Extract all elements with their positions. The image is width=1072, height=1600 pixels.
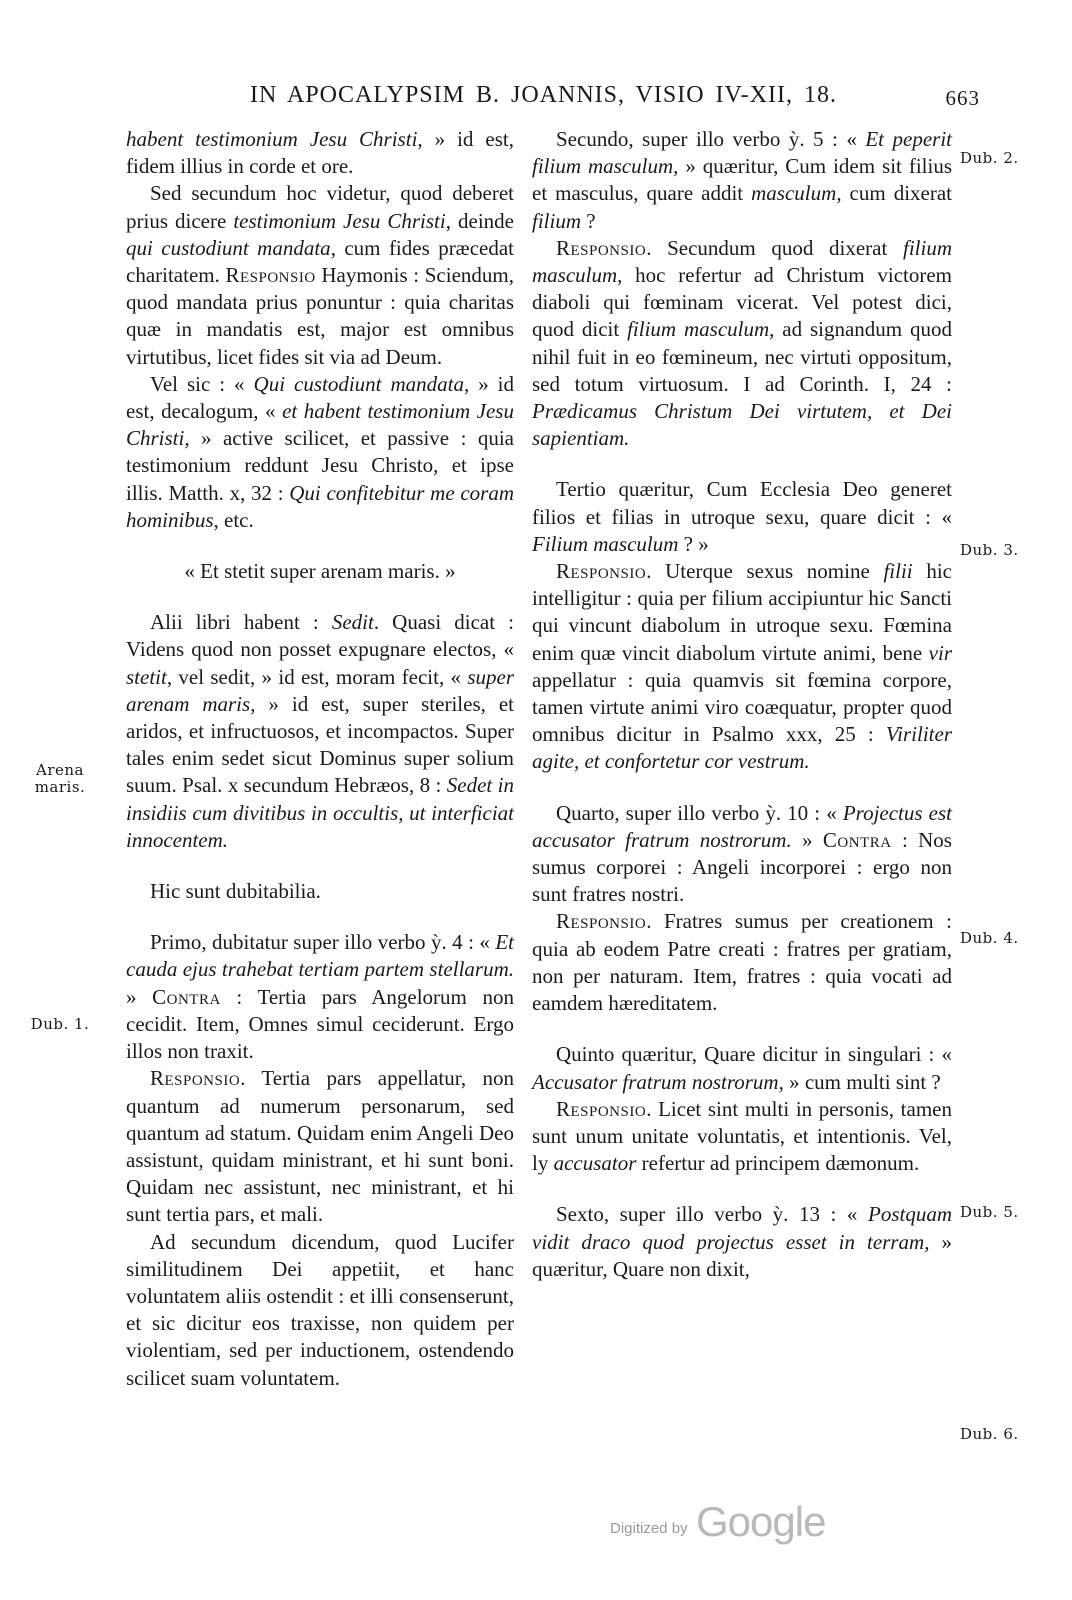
paragraph-gap — [532, 1017, 952, 1041]
paragraph: Alii libri habent : Sedit. Quasi dicat : Videns quod non posset expugnare electos, « stetit, vel sedit, » id est, moram fecit, « super arenam maris, » id est, super steriles, et aridos, et infructuosos, et incompactos. Super tales enim sedet sicut Dominus super solium suum. Psal. x secundum Hebræos, 8 : Sedet in insidiis cum divitibus in occultis, ut interficiat innocentem. — [126, 610, 515, 852]
margin-note-dub-1: Dub. 1. — [30, 1015, 90, 1033]
page-number: 663 — [945, 86, 980, 110]
running-header — [250, 82, 980, 116]
paragraph: Primo, dubitatur super illo verbo ỳ. 4 : « Et cauda ejus trahebat tertiam partem stellarum. » Contra : Tertia pars Angelorum non cecidit. Item, Omnes simul ceciderunt. Ergo illos non traxit. — [126, 930, 514, 1064]
paragraph: habent testimonium Jesu Christi, » id est, fidem illius in corde et ore. — [126, 127, 514, 179]
paragraph: Responsio. Secundum quod dixerat filium masculum, hoc refertur ad Christum victorem diaboli qui fœminam vicerat. Vel potest dici, quod dicit filium masculum, ad signandum quod nihil fuit in eo fœmineum, nec virtuti oppositum, sed totum virtuosum. I ad Corinth. I, 24 : Prædicamus Christum Dei virtutem, et Dei sapientiam. — [532, 235, 953, 451]
paragraph: Responsio. Uterque sexus nomine filii hic intelligitur : quia per filium accipiuntur hic Sancti qui vincunt diabolum in utroque sexu. Fœmina enim quæ vincit diabolum virtute animi, bene vir appellatur : quia quamvis sit fœmina corpore, tamen virtute animi viro coæquatur, propter quod omnibus dicitur in Psalmo xxx, 25 : Viriliter agite, et confortetur cor vestrum. — [532, 559, 952, 774]
digitized-by-text: Digitized by — [610, 1520, 688, 1537]
digitized-watermark — [610, 1498, 870, 1548]
paragraph: Hic sunt dubitabilia. — [150, 879, 321, 904]
paragraph: Sed secundum hoc videtur, quod deberet prius dicere testimonium Jesu Christi, deinde qui custodiunt mandata, cum fides præcedat charitatem. Responsio Haymonis : Sciendum, quod mandata prius ponuntur : quia charitas quæ in mandatis est, major est omnibus virtutibus, licet fides sit via ad Deum. — [126, 181, 514, 369]
running-title: IN APOCALYPSIM B. JOANNIS, VISIO IV-XII, 18. — [250, 82, 837, 108]
margin-note-arena-maris: Arena maris. — [34, 761, 86, 796]
margin-note-dub-5: Dub. 5. — [960, 1203, 1019, 1221]
google-logo-text: Google — [696, 1498, 826, 1545]
paragraph-gap — [532, 452, 952, 476]
paragraph: Responsio. Tertia pars appellatur, non quantum ad numerum personarum, sed quantum ad statum. Quidam enim Angeli Deo assistunt, quidam ministrant, et hi sunt boni. Quidam nec assistunt, nec ministrant, et hi sunt tertia pars, et mali. — [126, 1066, 514, 1227]
paragraph: Secundo, super illo verbo ỳ. 5 : « Et peperit filium masculum, » quæritur, Cum idem sit filius et masculus, quare addit masculum, cum dixerat filium ? — [532, 127, 952, 233]
margin-note-dub-2: Dub. 2. — [960, 149, 1019, 167]
paragraph-gap — [126, 534, 514, 558]
right-column — [532, 126, 952, 1283]
paragraph: Tertio quæritur, Cum Ecclesia Deo generet filios et filias in utroque sexu, quare dicit : « Filium masculum ? » — [532, 477, 952, 556]
verse-heading: « Et stetit super arenam maris. » — [184, 559, 456, 584]
paragraph: Ad secundum dicendum, quod Lucifer similitudinem Dei appetiit, et hanc voluntatem aliis ostendit : et illi consenserunt, et sic dicitur eos traxisse, non quidem per violentiam, sed per inductionem, ostendendo scilicet suam voluntatem. — [126, 1229, 514, 1390]
left-column — [126, 126, 514, 1392]
paragraph-gap — [126, 905, 514, 929]
margin-note-dub-4: Dub. 4. — [960, 929, 1019, 947]
paragraph-gap — [126, 854, 514, 878]
paragraph: Quinto quæritur, Quare dicitur in singulari : « Accusator fratrum nostrorum, » cum multi sint ? — [532, 1042, 952, 1094]
paragraph: Quarto, super illo verbo ỳ. 10 : « Projectus est accusator fratrum nostrorum. » Contra : Nos sumus corporei : Angeli incorporei : ergo non sunt fratres nostri. — [532, 800, 953, 907]
margin-note-dub-3: Dub. 3. — [960, 541, 1019, 559]
margin-note-dub-6: Dub. 6. — [960, 1425, 1019, 1443]
paragraph: Sexto, super illo verbo ỳ. 13 : « Postquam vidit draco quod projectus esset in terram, » quæritur, Quare non dixit, — [532, 1202, 953, 1281]
paragraph: Vel sic : « Qui custodiunt mandata, » id est, decalogum, « et habent testimonium Jesu Christi, » active scilicet, et passive : quia testimonium reddunt Jesu Christo, et ipse illis. Matth. x, 32 : Qui confitebitur me coram hominibus, etc. — [126, 371, 514, 532]
paragraph: Responsio. Licet sint multi in personis, tamen sunt unum unitate voluntatis, et intentionis. Vel, ly accusator refertur ad principem dæmonum. — [532, 1096, 952, 1176]
paragraph-gap — [126, 585, 514, 609]
paragraph: Responsio. Fratres sumus per creationem : quia ab eodem Patre creati : fratres per gratiam, non per naturam. Item, fratres : quia vocati ad eamdem hæreditatem. — [532, 909, 952, 1016]
paragraph-gap — [532, 776, 952, 800]
paragraph-gap — [532, 1177, 952, 1201]
